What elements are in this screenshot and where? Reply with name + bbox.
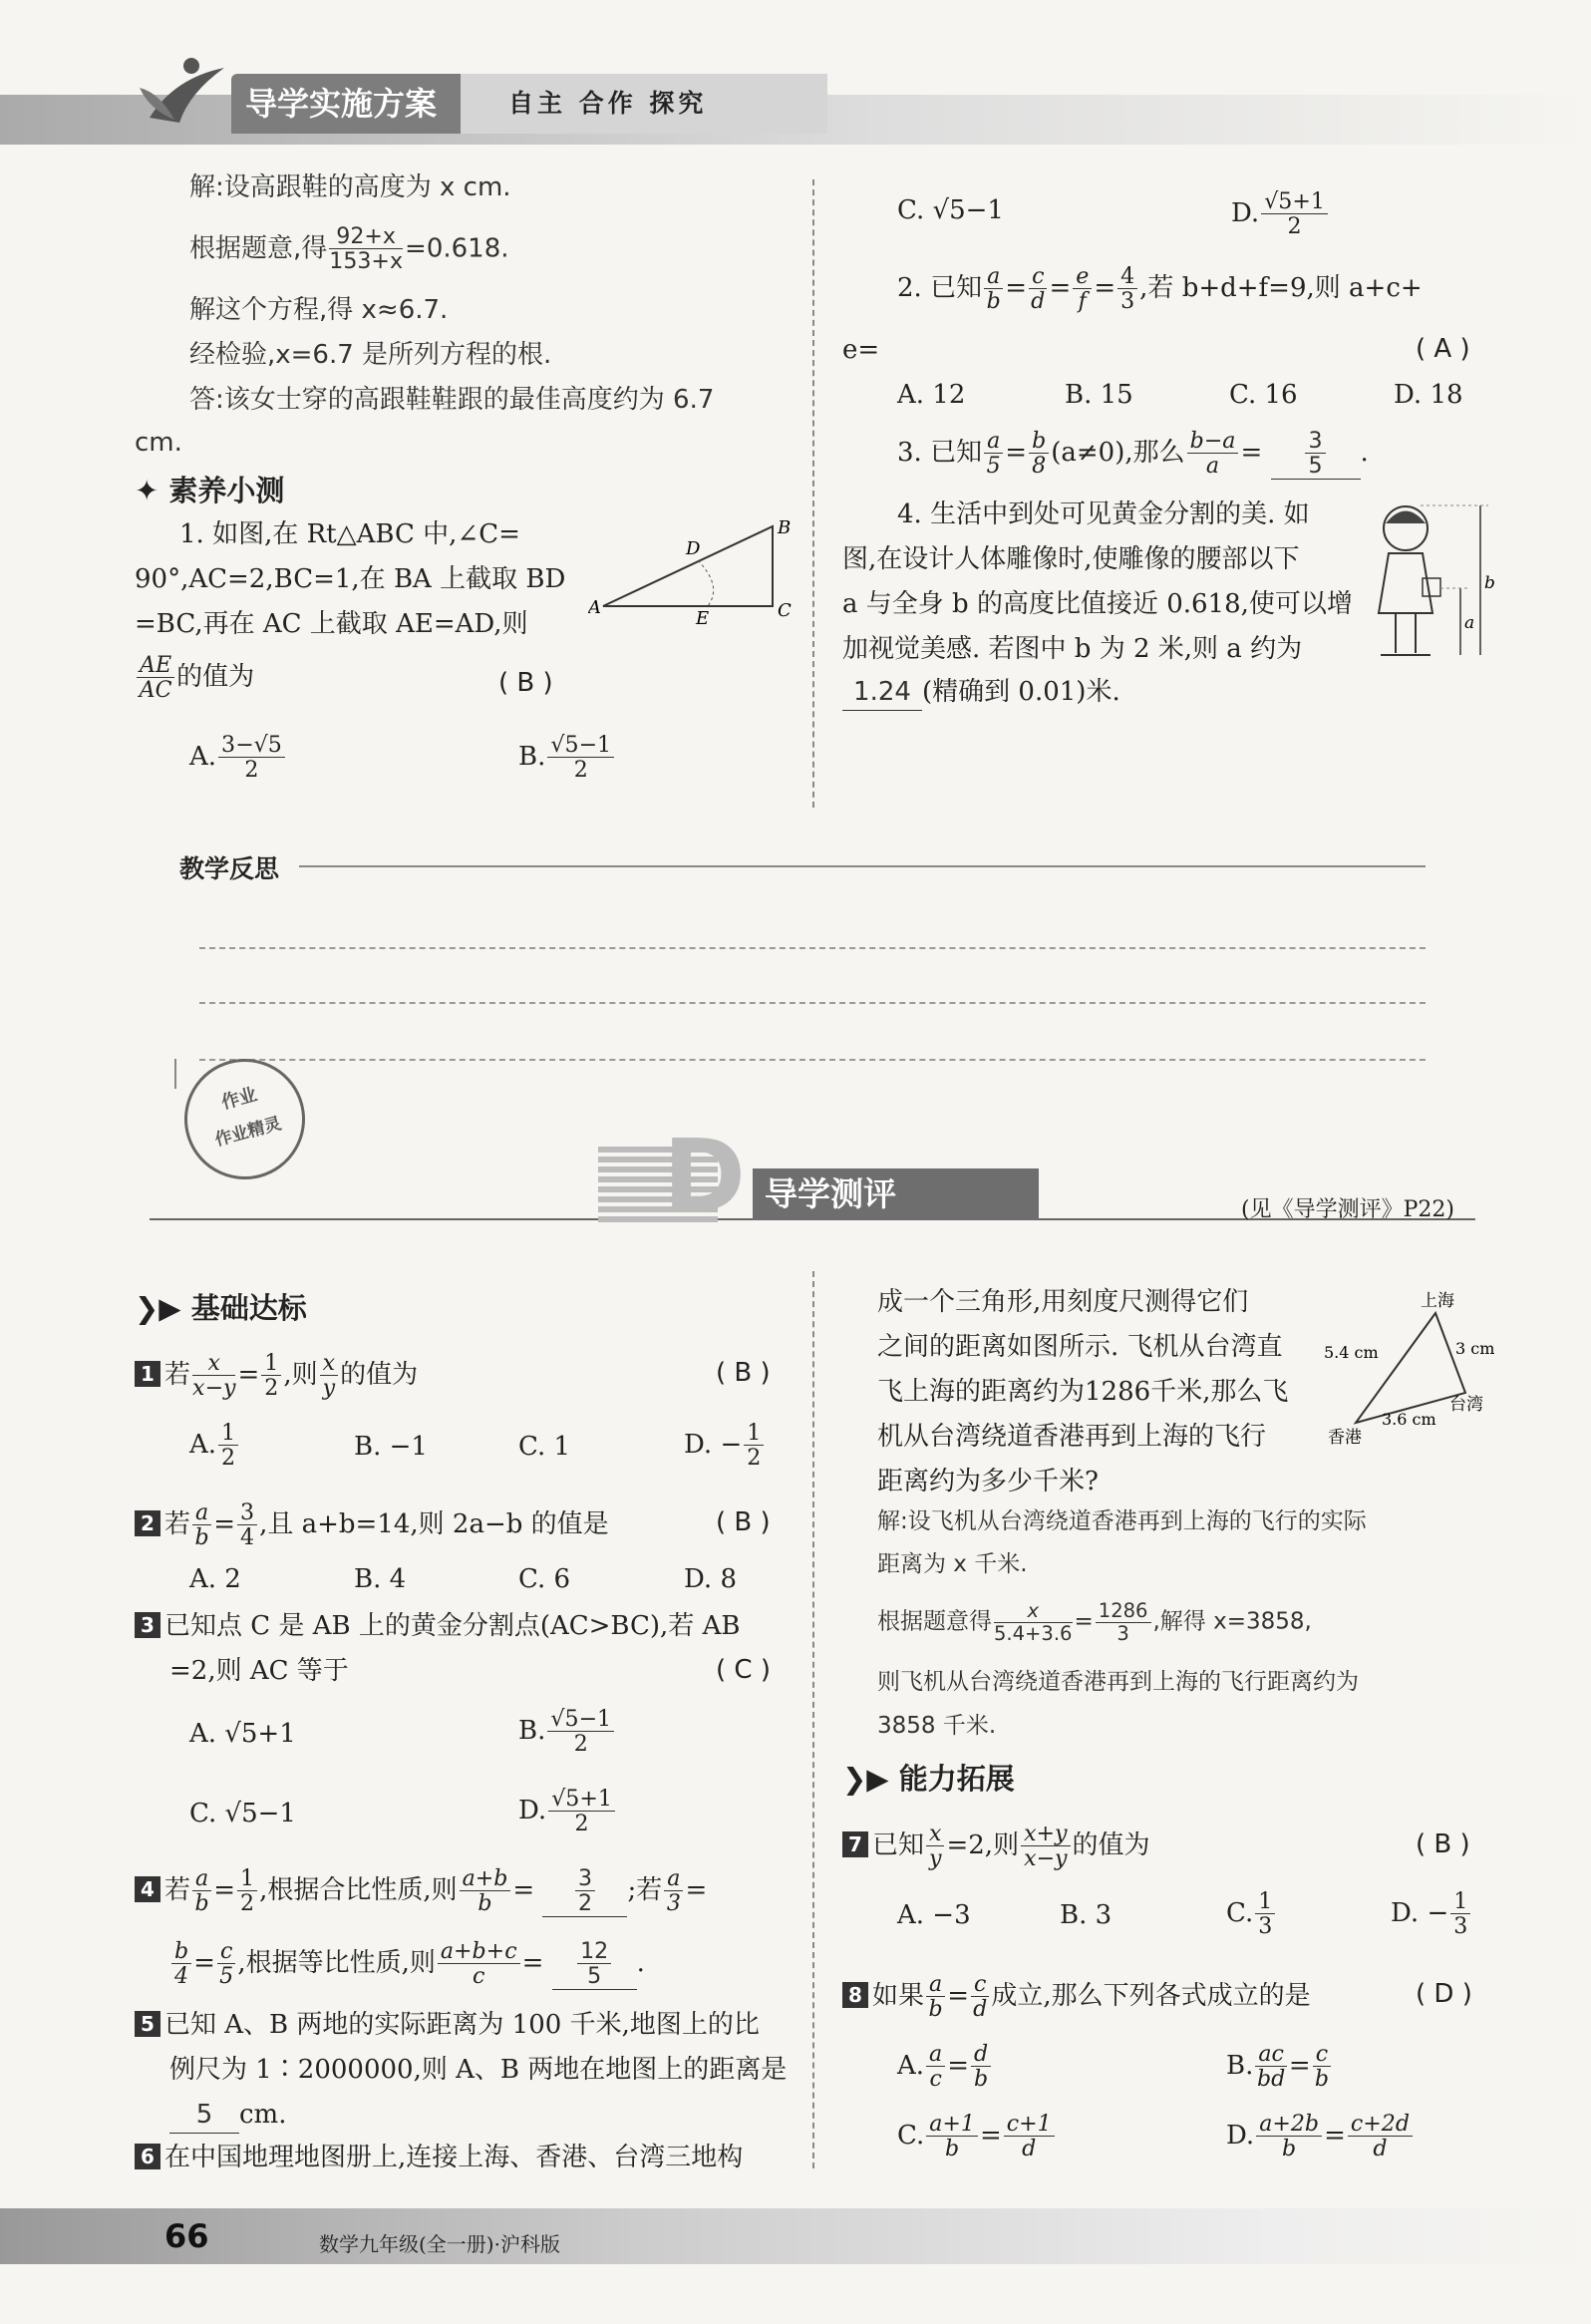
map-triangle-figure [1316,1288,1505,1448]
question-line: 3. 已知 $\frac{a}{5}$ = $\frac{b}{8}$ (a≠0),那么 $\frac{b-a}{a}$ = $\frac{3}{5}$ . [897,428,1369,480]
answer-choice: ( D ) [1416,1979,1472,2009]
section-d-letter: D [663,1118,747,1234]
question-line: 1.24 (精确到 0.01)米. [842,676,1120,711]
question-line: =2,则 AC 等于 [169,1656,349,1686]
option-b: B. 4 [354,1564,407,1594]
label-d: D [686,538,701,559]
label-b: B [778,518,792,538]
column-divider [812,1271,814,2168]
header-title: 导学实施方案 [231,74,475,134]
stamp-seal: 作业 作业精灵 [170,1045,318,1192]
label-a: A [588,597,601,618]
question-line: a 与全身 b 的高度比值接近 0.618,使可以增 [842,589,1353,619]
answer-choice: ( B ) [716,1358,771,1388]
question-line: 2 若 $\frac{a}{b}$ = $\frac{3}{4}$ ,且 a+b=14,则 2a−b 的值是 [135,1500,609,1550]
logo-icon [130,48,239,138]
label-b: b [1484,573,1495,593]
question-line: 之间的距离如图所示. 飞机从台湾直 [877,1332,1283,1362]
solution-line: 经检验,x=6.7 是所列方程的根. [189,340,552,370]
solution-line: 根据题意,得 $\frac{92+x}{153+x}$ =0.618. [189,223,509,275]
option-d: D. $\frac{a+2b}{b}$ = $\frac{c+2d}{d}$ [1226,2112,1415,2161]
option-d: D. $\frac{√5+1}{2}$ [518,1787,617,1836]
solution-line: 根据题意得 $\frac{x}{5.4+3.6}$ = $\frac{1286}{3}$ ,解得 x=3858, [877,1599,1312,1645]
book-title: 数学九年级(全一册)·沪科版 [319,2232,560,2256]
label-dist2: 3 cm [1455,1339,1495,1358]
option-d: D. $\frac{√5+1}{2}$ [1231,189,1330,239]
option-c: C. $\frac{a+1}{b}$ = $\frac{c+1}{d}$ [897,2112,1057,2161]
label-hongkong: 香港 [1328,1428,1362,1448]
solution-line: 解:设高跟鞋的高度为 x cm. [189,172,511,202]
label-taiwan: 台湾 [1449,1395,1483,1415]
question-line: $\frac{AE}{AC}$ 的值为 [135,653,254,703]
question-line: 7 已知 $\frac{x}{y}$ =2,则 $\frac{x+y}{x-y}$ 的值为 [842,1822,1150,1871]
question-line: 距离约为多少千米? [877,1467,1099,1496]
solution-line: 3858 千米. [877,1713,997,1739]
option-a: A. $\frac{1}{2}$ [189,1421,240,1471]
label-a: a [1464,613,1475,633]
question-line: 机从台湾绕道香港再到上海的飞行 [877,1422,1267,1452]
question-line: 4. 生活中到处可见黄金分割的美. 如 [897,499,1310,529]
reflection-line [199,947,1426,949]
question-line: 加视觉美感. 若图中 b 为 2 米,则 a 约为 [842,634,1303,664]
label-dist3: 3.6 cm [1382,1410,1436,1429]
solution-line: 解这个方程,得 x≈6.7. [189,295,449,325]
option-b: B. 3 [1060,1900,1113,1930]
section-tag-suyang: ✦ 素养小测 [135,474,285,507]
reflection-line [199,1002,1426,1004]
option-c: C. 16 [1229,380,1298,410]
question-line: 例尺为 1∶2000000,则 A、B 两地在地图上的距离是 [169,2055,788,2085]
option-a: A. $\frac{a}{c}$ = $\frac{d}{b}$ [897,2042,993,2092]
question-line: 成一个三角形,用刻度尺测得它们 [877,1287,1249,1317]
option-b: B. $\frac{√5-1}{2}$ [518,1707,616,1757]
reflection-rule [299,865,1426,867]
answer-choice: ( A ) [1416,334,1470,364]
answer-choice: ( B ) [716,1507,771,1537]
question-line: 4 若 $\frac{a}{b}$ = $\frac{1}{2}$ ,根据合比性质,则 $\frac{a+b}{b}$ = $\frac{3}{2}$ ;若 $\frac{a}{3}$ = [135,1866,707,1917]
question-line: 5 已知 A、B 两地的实际距离为 100 千米,地图上的比 [135,2009,760,2043]
section-d-title: 导学测评 [753,1168,1039,1220]
answer-choice: ( B ) [498,668,553,698]
section-tag-basic: ❯▶ 基础达标 [135,1291,307,1325]
option-b: B. 15 [1065,380,1133,410]
option-a: A. −3 [897,1900,971,1930]
header-subtitle: 自主 合作 探究 [461,74,827,134]
question-line: 飞上海的距离约为1286千米,那么飞 [877,1377,1289,1407]
question-line: 1. 如图,在 Rt△ABC 中,∠C= [179,519,520,549]
option-d: D. 8 [684,1564,737,1594]
solution-line: cm. [135,428,182,458]
option-d: D. − $\frac{1}{2}$ [684,1421,766,1471]
option-b: B. $\frac{√5-1}{2}$ [518,733,616,783]
section-d-ref: (见《导学测评》P22) [1241,1197,1454,1222]
column-divider [812,179,814,808]
label-c: C [778,600,792,621]
option-a: A. √5+1 [189,1719,296,1749]
option-b: B. $\frac{ac}{bd}$ = $\frac{c}{b}$ [1226,2042,1333,2092]
question-line: =BC,再在 AC 上截取 AE=AD,则 [135,609,528,639]
reflection-line [199,1059,1426,1061]
reflection-tag: 教学反思 [179,854,280,883]
question-line: $\frac{b}{4}$ = $\frac{c}{5}$ ,根据等比性质,则 $\frac{a+b+c}{c}$ = $\frac{12}{5}$ . [169,1939,645,1990]
section-tag-ability: ❯▶ 能力拓展 [842,1762,1015,1796]
option-d: D. 18 [1394,380,1463,410]
question-line: 1 若 $\frac{x}{x-y}$ = $\frac{1}{2}$ ,则 $\frac{x}{y}$ 的值为 [135,1351,418,1401]
option-a: A. 2 [189,1564,241,1594]
compass-icon: ✦ [135,474,169,507]
answer-choice: ( B ) [1416,1829,1470,1859]
footer-band [0,2208,1591,2264]
option-a: A. 12 [897,380,966,410]
arrow-icon: ❯▶ [135,1291,191,1325]
solution-line: 距离为 x 千米. [877,1551,1028,1577]
question-line: 图,在设计人体雕像时,使雕像的腰部以下 [842,544,1300,574]
question-line: 2. 已知 $\frac{a}{b}$ = $\frac{c}{d}$ = $\frac{e}{f}$ = $\frac{4}{3}$ ,若 b+d+f=9,则 a+c+ [897,263,1423,315]
option-c: C. 1 [518,1432,571,1462]
triangle-figure [588,518,797,628]
question-line: e= [842,335,880,365]
arrow-icon: ❯▶ [842,1762,899,1796]
option-b: B. −1 [354,1432,428,1462]
question-line: 6 在中国地理地图册上,连接上海、香港、台湾三地构 [135,2142,743,2175]
question-line: 3 已知点 C 是 AB 上的黄金分割点(AC>BC),若 AB [135,1610,740,1644]
question-line: 5 cm. [169,2099,286,2134]
page-number: 66 [164,2217,209,2255]
option-d: D. − $\frac{1}{3}$ [1391,1889,1472,1939]
solution-line: 解:设飞机从台湾绕道香港再到上海的飞行的实际 [877,1508,1367,1534]
option-c: C. √5−1 [897,195,1004,225]
label-shanghai: 上海 [1421,1291,1454,1311]
option-c: C. √5−1 [189,1799,296,1828]
label-dist1: 5.4 cm [1324,1343,1379,1362]
statue-figure [1361,494,1500,668]
label-e: E [696,608,710,628]
solution-line: 答:该女士穿的高跟鞋鞋跟的最佳高度约为 6.7 [189,385,715,415]
option-c: C. 6 [518,1564,571,1594]
question-line: 90°,AC=2,BC=1,在 BA 上截取 BD [135,564,566,594]
question-line: 8 如果 $\frac{a}{b}$ = $\frac{c}{d}$ 成立,那么下列各式成立的是 [842,1972,1311,2022]
answer-choice: ( C ) [716,1655,771,1685]
solution-line: 则飞机从台湾绕道香港再到上海的飞行距离约为 [877,1669,1359,1695]
option-a: A. $\frac{3-√5}{2}$ [189,733,287,783]
option-c: C. $\frac{1}{3}$ [1226,1889,1277,1939]
